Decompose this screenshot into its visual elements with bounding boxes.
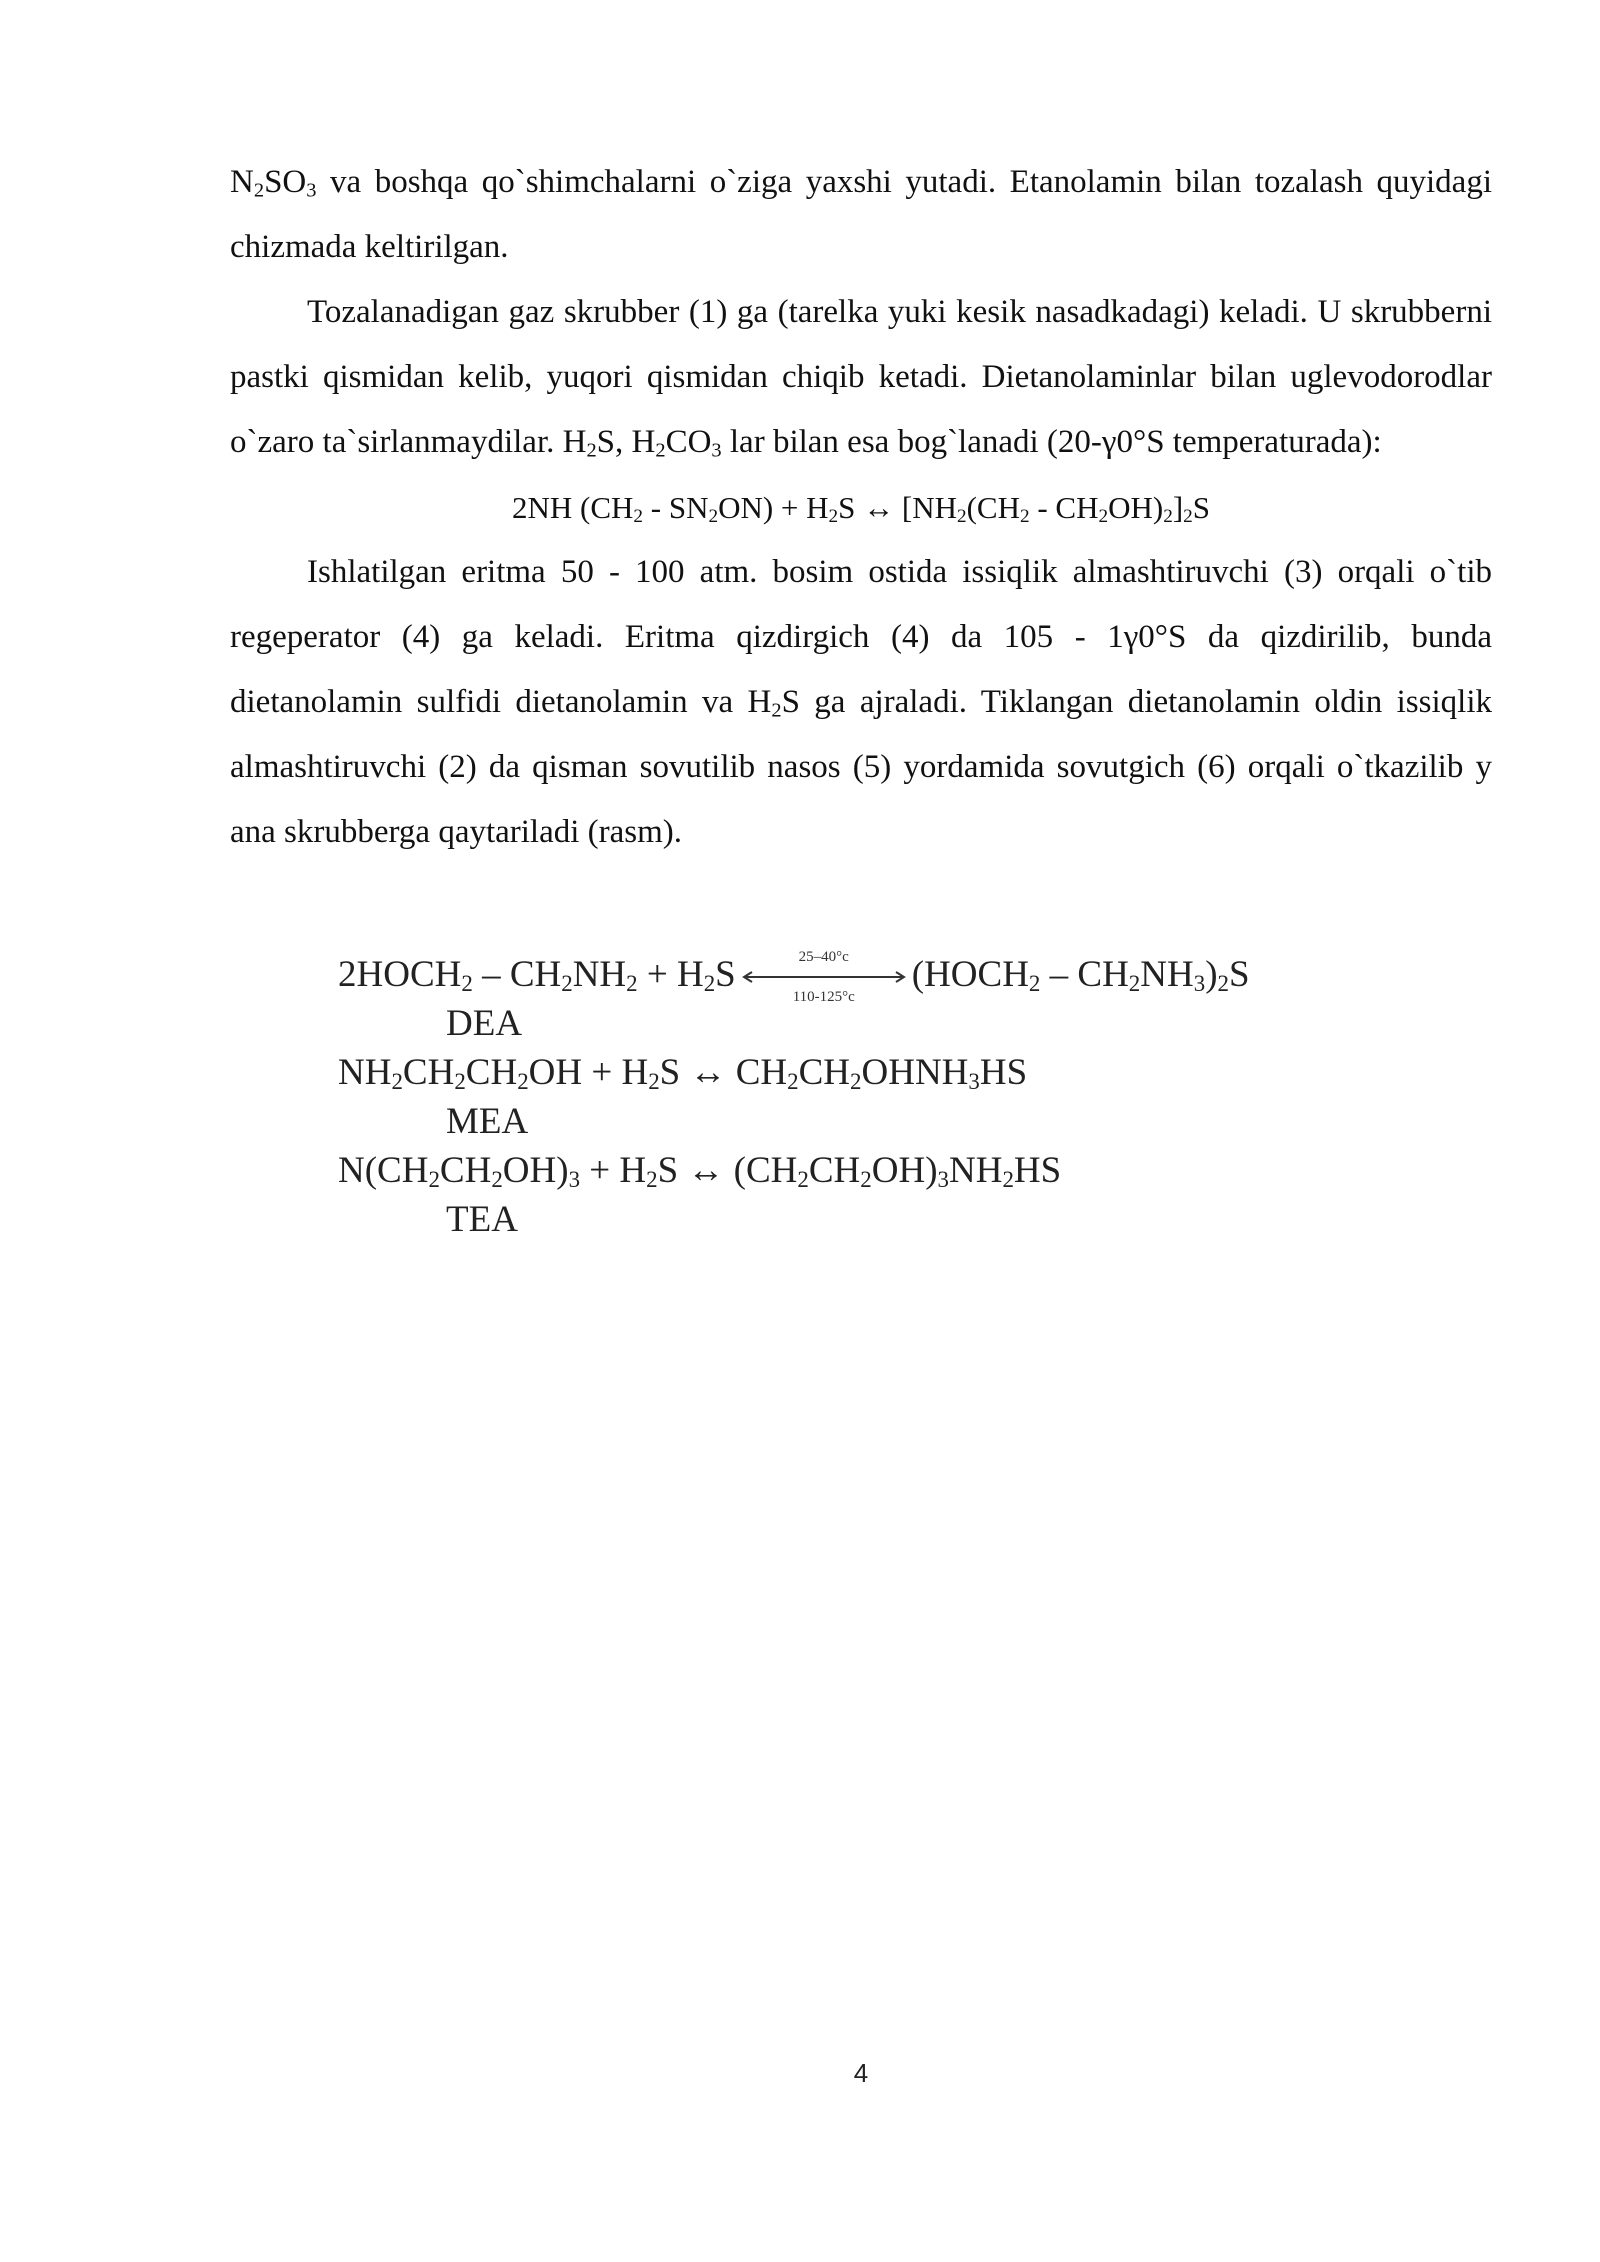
equation-line — [230, 475, 1492, 540]
subscript: 2 — [797, 1167, 809, 1193]
text-run: S ↔ CH — [659, 1052, 788, 1093]
subscript: 2 — [655, 439, 666, 462]
text-run: CH — [808, 1150, 861, 1191]
subscript: 2 — [828, 506, 839, 528]
subscript: 2 — [454, 1069, 466, 1095]
text-run: NH — [948, 1150, 1003, 1191]
subscript: 2 — [648, 1069, 660, 1095]
text-run: N(CH — [338, 1150, 429, 1191]
text-run: – CH — [1040, 954, 1129, 995]
text-run: OH) — [1108, 490, 1164, 525]
subscript: 2 — [1183, 506, 1193, 528]
paragraph-1 — [230, 150, 1492, 280]
text-run: S — [1192, 490, 1211, 525]
subscript: 3 — [568, 1167, 581, 1193]
text-run: N — [230, 164, 254, 200]
text-run: CH — [465, 1052, 518, 1093]
reactions-figure — [338, 950, 1398, 1244]
text-run: ) — [1205, 954, 1218, 995]
abbr-mea: MEA — [446, 1101, 529, 1142]
text-run: S, H — [596, 424, 656, 460]
subscript: 2 — [703, 971, 716, 997]
subscript: 3 — [937, 1167, 949, 1193]
abbr-dea: DEA — [446, 1003, 523, 1044]
text-run: - SN — [643, 490, 709, 525]
subscript: 2 — [1163, 506, 1173, 528]
reaction-tea — [338, 1146, 1398, 1195]
subscript: 2 — [1128, 971, 1141, 997]
abbr-tea: TEA — [446, 1199, 518, 1240]
text-run: + H — [580, 1150, 647, 1191]
text-run: CH — [798, 1052, 851, 1093]
paragraph-2 — [230, 280, 1492, 475]
condition-bottom-label: 110-125°c — [792, 988, 855, 1005]
subscript: 2 — [1002, 1167, 1014, 1193]
text-run: OH + H — [528, 1052, 649, 1093]
reaction-dea — [338, 948, 1398, 1005]
subscript: 2 — [633, 506, 644, 528]
text-run: + H — [637, 954, 704, 995]
body-text — [230, 150, 1492, 865]
subscript: 2 — [1020, 506, 1030, 528]
text-run: OH) — [871, 1150, 938, 1191]
text-run: ] — [1172, 490, 1184, 525]
text-run: CH — [402, 1052, 455, 1093]
text-run: NH — [1140, 954, 1194, 995]
subscript: 3 — [1193, 971, 1206, 997]
text-run: HS — [1013, 1150, 1062, 1191]
text-run: S — [715, 954, 736, 995]
subscript: 2 — [957, 506, 967, 528]
text-run: S ga ajraladi. Tiklangan dietanolamin oldin issiqlik almashtiruvchi (2) da qisman sovutilib nasos (5) yordamida sovutgich (6) orqali o`tkazilib y ana skrubberga qaytariladi (rasm). — [230, 684, 1492, 850]
text-run: lar bilan esa bog`lanadi (20-γ0°S temperaturada): — [721, 424, 1382, 460]
text-run: S ↔ [NH — [838, 490, 957, 525]
text-run: ON) + H — [718, 490, 829, 525]
subscript: 2 — [860, 1167, 872, 1193]
text-run: SO — [264, 164, 307, 200]
subscript: 3 — [306, 179, 317, 202]
text-run: - CH — [1029, 490, 1099, 525]
condition-top-label: 25–40°c — [798, 948, 849, 965]
reaction-left — [338, 954, 736, 995]
text-run: (HOCH — [911, 954, 1029, 995]
subscript: 2 — [586, 439, 597, 462]
text-run: NH — [338, 1052, 392, 1093]
text-run: OHNH — [861, 1052, 969, 1093]
subscript: 2 — [771, 699, 782, 722]
paragraph-3 — [230, 540, 1492, 865]
subscript: 2 — [1028, 971, 1041, 997]
text-run: HS — [979, 1052, 1028, 1093]
text-run: Tozalanadigan gaz skrubber (1) ga (tarelka yuki kesik nasadkadagi) keladi. U skrubberni pastki qismidan kelib, yuqori qismidan chiqib ketadi. Dietanolaminlar bilan uglevodorodlar o`zaro ta`sirlanmaydilar. H — [230, 294, 1492, 460]
text-run: va boshqa qo`shimchalarni o`ziga yaxshi yutadi. Etanolamin bilan tozalash quyidagi chizmada keltirilgan. — [230, 164, 1492, 265]
subscript: 2 — [646, 1167, 658, 1193]
subscript: 3 — [711, 439, 722, 462]
equilibrium-arrow — [740, 948, 908, 1005]
text-run: NH — [572, 954, 627, 995]
double-arrow-icon — [740, 971, 908, 983]
subscript: 2 — [391, 1069, 403, 1095]
reaction-right — [912, 954, 1250, 995]
text-run: 2HOCH — [338, 954, 462, 995]
text-run: (CH — [966, 490, 1020, 525]
subscript: 2 — [1098, 506, 1109, 528]
subscript: 2 — [253, 179, 265, 202]
text-run: S — [1228, 954, 1250, 995]
subscript: 2 — [850, 1069, 862, 1095]
subscript: 2 — [428, 1167, 440, 1193]
text-run: 2NH (CH — [511, 490, 634, 525]
text-run: CH — [439, 1150, 492, 1191]
text-run: OH) — [502, 1150, 569, 1191]
subscript: 2 — [517, 1069, 529, 1095]
subscript: 2 — [491, 1167, 503, 1193]
subscript: 2 — [461, 971, 473, 997]
subscript: 2 — [708, 506, 719, 528]
subscript: 3 — [968, 1069, 980, 1095]
reaction-mea — [338, 1048, 1398, 1097]
text-run: Ishlatilgan eritma 50 - 100 atm. bosim ostida issiqlik almashtiruvchi (3) orqali o`tib regeperator (4) ga keladi. Eritma qizdirgich (4) da 105 - 1γ0°S da qizdirilib, bunda dietanolamin sulfidi dietanolamin va H — [230, 554, 1492, 720]
subscript: 2 — [787, 1069, 799, 1095]
text-run: CO — [665, 424, 712, 460]
subscript: 2 — [626, 971, 638, 997]
subscript: 2 — [561, 971, 573, 997]
page-number: 4 — [853, 2058, 869, 2088]
subscript: 2 — [1217, 971, 1229, 997]
text-run: – CH — [472, 954, 562, 995]
text-run: S ↔ (CH — [657, 1150, 798, 1191]
